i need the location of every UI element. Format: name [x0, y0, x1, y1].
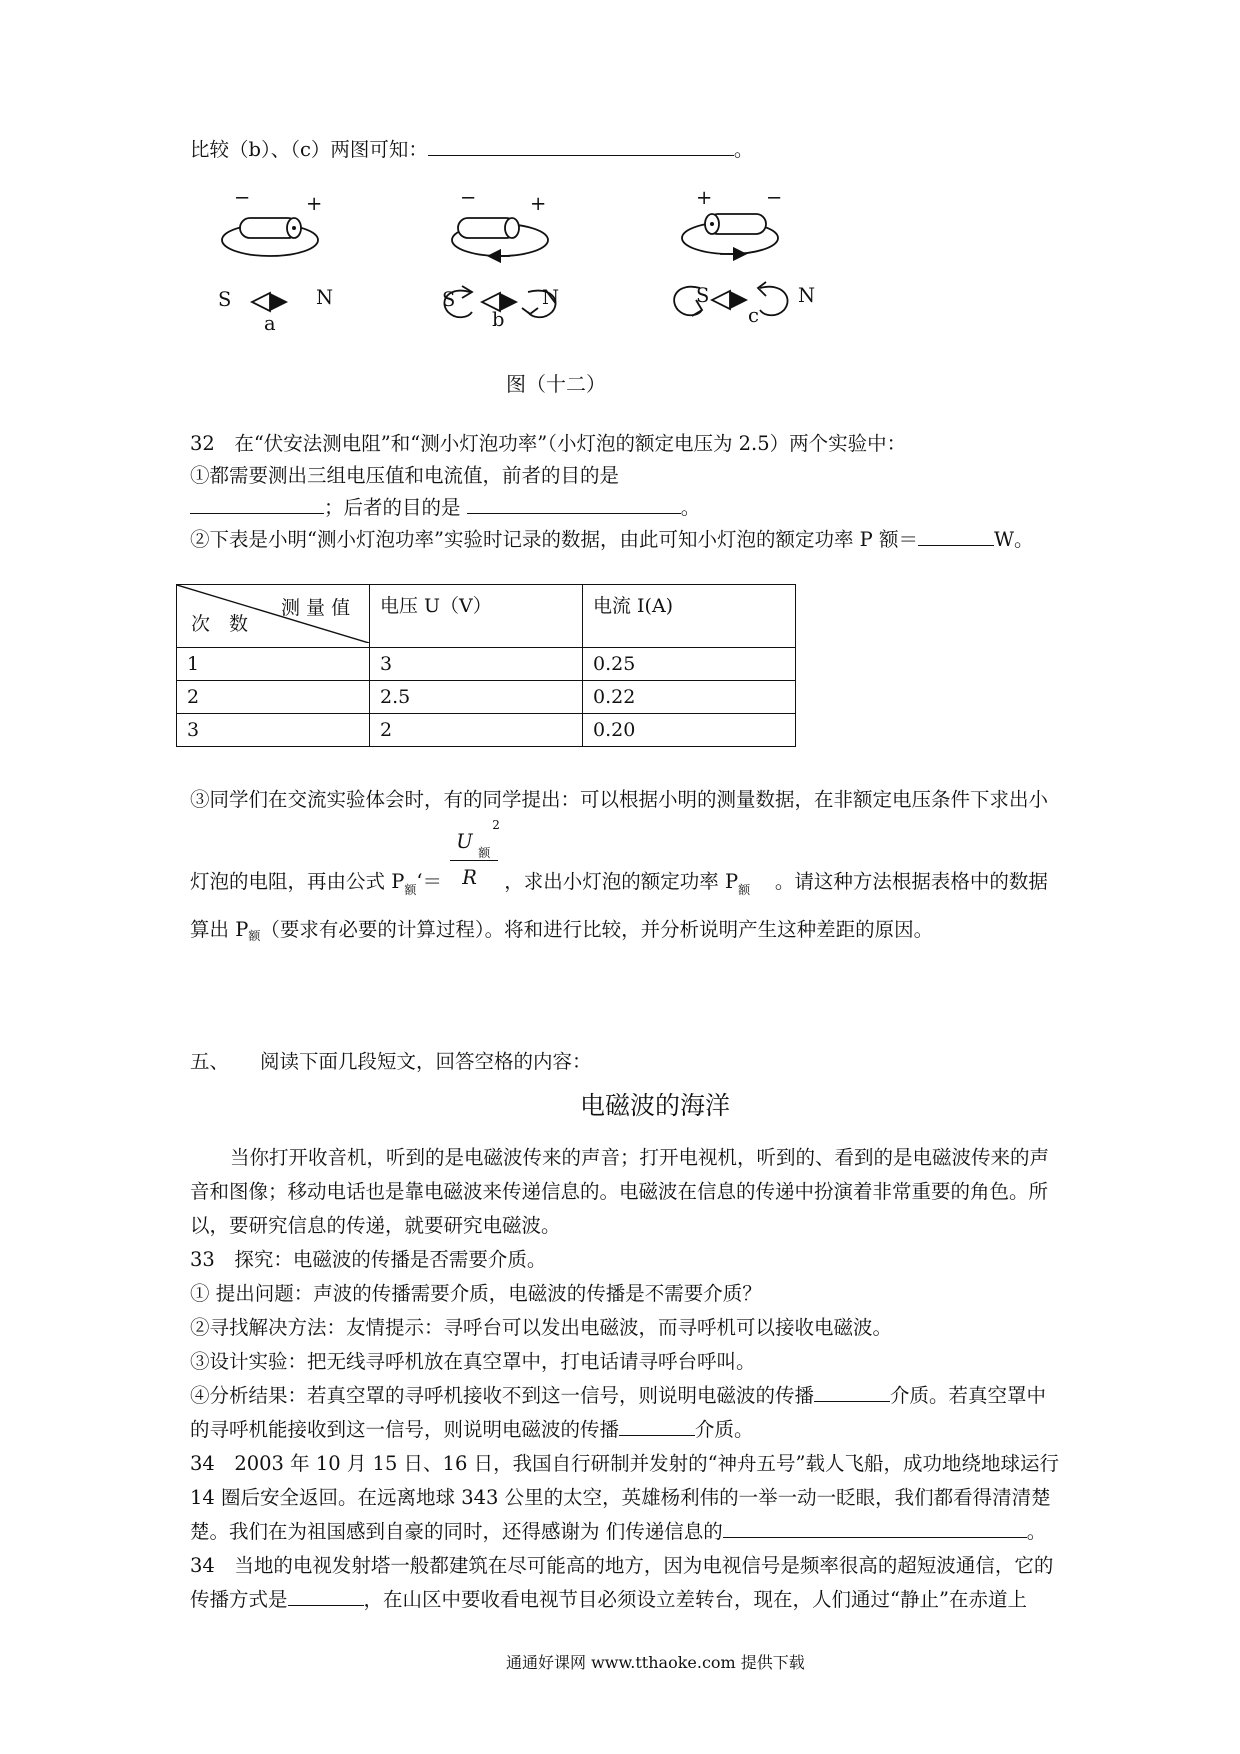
q34a-line3	[190, 1516, 1046, 1544]
part3-calc-rest: （要求有必要的计算过程）。将和进行比较，并分析说明产生这种差距的原因。	[260, 918, 934, 941]
measurement-table	[176, 584, 796, 747]
q34a-line3-end: 。	[1026, 1520, 1047, 1543]
q32-rated-power-blank[interactable]	[918, 525, 994, 546]
q34b-line2-b: ，在山区中要收看电视节目必须设立差转台，现在，人们通过“静止”在赤道上	[363, 1588, 1027, 1611]
formula-numerator: U	[456, 830, 473, 853]
panel-b-left: S	[442, 288, 456, 311]
table-row	[177, 714, 796, 747]
q34b-line2-a: 传播方式是	[190, 1588, 288, 1611]
row-number: 2	[177, 681, 370, 714]
q33-vacuum-no-signal-blank[interactable]	[814, 1381, 890, 1402]
table-row	[177, 681, 796, 714]
q33-step4-a: ④分析结果：若真空罩的寻呼机接收不到这一信号，则说明电磁波的传播	[190, 1384, 815, 1407]
page-footer: 通通好课网 www.tthaoke.com 提供下载	[506, 1653, 805, 1672]
q34b-propagation-blank[interactable]	[288, 1585, 364, 1606]
panel-b-top-right: +	[530, 192, 547, 215]
q32-purpose-former-blank[interactable]	[190, 493, 324, 514]
q33-step2: ②寻找解决方法：友情提示：寻呼台可以发出电磁波，而寻呼机可以接收电磁波。	[190, 1316, 893, 1339]
q33-vacuum-signal-blank[interactable]	[619, 1415, 695, 1436]
panel-c-top-left: +	[696, 186, 713, 209]
q32-part2-unit: W。	[993, 528, 1034, 551]
row-current: 0.20	[583, 714, 796, 747]
figure-12	[200, 188, 840, 358]
panel-b-top-left: −	[460, 186, 477, 209]
row-current: 0.22	[583, 681, 796, 714]
q32-part3-line1: ③同学们在交流实验体会时，有的同学提出：可以根据小明的测量数据，在非额定电压条件下求出小	[190, 788, 1049, 811]
formula-exponent: 2	[492, 818, 500, 832]
panel-c-top-right: −	[766, 186, 783, 209]
panel-c-right: N	[798, 284, 816, 307]
row-current: 0.25	[583, 648, 796, 681]
q32-part2	[190, 524, 1034, 552]
q31-compare-text: 比较（b）、（c）两图可知：	[190, 138, 428, 161]
power-formula	[448, 818, 504, 890]
panel-b-right: N	[542, 286, 560, 309]
q32-part1-b: ；后者的目的是	[324, 496, 461, 519]
q32-part1-line2	[190, 492, 700, 520]
row-number: 3	[177, 714, 370, 747]
q33-step3: ③设计实验：把无线寻呼机放在真空罩中，打电话请寻呼台呼叫。	[190, 1350, 756, 1373]
panel-b	[444, 218, 555, 317]
formula-denominator: R	[462, 866, 477, 889]
section5-heading: 阅读下面几段短文，回答空格的内容：	[260, 1050, 592, 1073]
row-voltage: 2.5	[370, 681, 583, 714]
para1-line1: 当你打开收音机，听到的是电磁波传来的声音；打开电视机，听到的、看到的是电磁波传来的声	[230, 1146, 1050, 1169]
header-trial-count: 次 数	[191, 613, 249, 635]
panel-c-left: S	[696, 284, 710, 307]
panel-c-label: c	[748, 304, 759, 327]
part3-sub-rated-3: 额	[248, 929, 261, 943]
q32-part3-line2	[190, 818, 1048, 900]
table-row	[177, 648, 796, 681]
q32-part3-line3	[190, 914, 933, 942]
q32-part1-a: ①都需要测出三组电压值和电流值，前者的目的是	[190, 464, 620, 487]
q31-answer-blank[interactable]	[428, 135, 734, 156]
q34a-info-carrier-blank[interactable]	[723, 1517, 1027, 1538]
para1-line3: 以，要研究信息的传递，就要研究电磁波。	[190, 1214, 561, 1237]
q33-step4-d: 介质。	[695, 1418, 754, 1441]
row-voltage: 2	[370, 714, 583, 747]
panel-b-label: b	[492, 308, 505, 331]
q33-step4-line1	[190, 1380, 1046, 1408]
figure-caption: 图（十二）	[506, 372, 606, 396]
part3-sub-rated-2: 额	[738, 882, 751, 897]
q32-purpose-latter-blank[interactable]	[467, 493, 681, 514]
panel-a-left: S	[218, 288, 232, 311]
q33-step1: ① 提出问题：声波的传播需要介质，电磁波的传播是不需要介质？	[190, 1282, 762, 1305]
q31-compare-line	[190, 134, 753, 162]
panel-c	[674, 214, 787, 316]
q34b-line1: 34 当地的电视发射塔一般都建筑在尽可能高的地方，因为电视信号是频率很高的超短波通信，它的	[190, 1554, 1054, 1577]
q32-part2-text: ②下表是小明“测小灯泡功率”实验时记录的数据，由此可知小灯泡的额定功率 P 额＝	[190, 528, 918, 551]
table-header-row	[177, 585, 796, 648]
panel-a-right: N	[316, 286, 334, 309]
q33-heading: 33 探究：电磁波的传播是否需要介质。	[190, 1248, 547, 1271]
row-number: 1	[177, 648, 370, 681]
q34a-line3-text: 楚。我们在为祖国感到自豪的同时，还得感谢为 们传递信息的	[190, 1520, 723, 1543]
part3-calc-intro: 算出 P	[190, 918, 249, 941]
panel-a-label: a	[264, 312, 276, 335]
para1-line2: 音和图像；移动电话也是靠电磁波来传递信息的。电磁波在信息的传递中扮演着非常重要的角色。所	[190, 1180, 1049, 1203]
q33-step4-line2	[190, 1414, 754, 1442]
header-measured-value: 测 量 值	[281, 597, 351, 619]
header-voltage: 电压 U（V）	[370, 585, 583, 648]
q34b-line2	[190, 1584, 1027, 1612]
row-voltage: 3	[370, 648, 583, 681]
part3-equals: ‘＝	[416, 869, 443, 893]
q31-end: 。	[733, 138, 754, 161]
panel-a	[222, 218, 318, 311]
article-title: 电磁波的海洋	[580, 1091, 731, 1120]
section5-heading-number: 五、	[190, 1050, 230, 1073]
part3-rated-text: ，求出小灯泡的额定功率 P	[504, 869, 739, 893]
header-current: 电流 I(A)	[583, 585, 796, 648]
fraction-bar	[450, 860, 498, 861]
part3-sub-rated: 额	[404, 882, 417, 897]
figure-12-drawing	[200, 188, 840, 358]
q32-intro: 32 在“伏安法测电阻”和“测小灯泡功率”（小灯泡的额定电压为 2.5）两个实验中：	[190, 432, 907, 455]
panel-a-top-right: +	[306, 192, 323, 215]
q34a-line1: 34 2003 年 10 月 15 日、16 日，我国自行研制并发射的“神舟五号”载人飞船，成功地绕地球运行	[190, 1452, 1060, 1475]
part3-instruction: 。请这种方法根据表格中的数据	[774, 869, 1048, 893]
table-diagonal-header	[177, 585, 370, 648]
formula-num-sub: 额	[478, 846, 491, 860]
q34a-line2: 14 圈后安全返回。在远离地球 343 公里的太空，英雄杨利伟的一举一动一眨眼，我们都看得清清楚	[190, 1486, 1051, 1509]
q33-step4-b: 介质。若真空罩中	[890, 1384, 1047, 1407]
q33-step4-c: 的寻呼机能接收到这一信号，则说明电磁波的传播	[190, 1418, 620, 1441]
q32-part1-end: 。	[680, 496, 701, 519]
panel-a-top-left: −	[234, 186, 251, 209]
part3-formula-intro: 灯泡的电阻，再由公式 P	[190, 869, 405, 893]
